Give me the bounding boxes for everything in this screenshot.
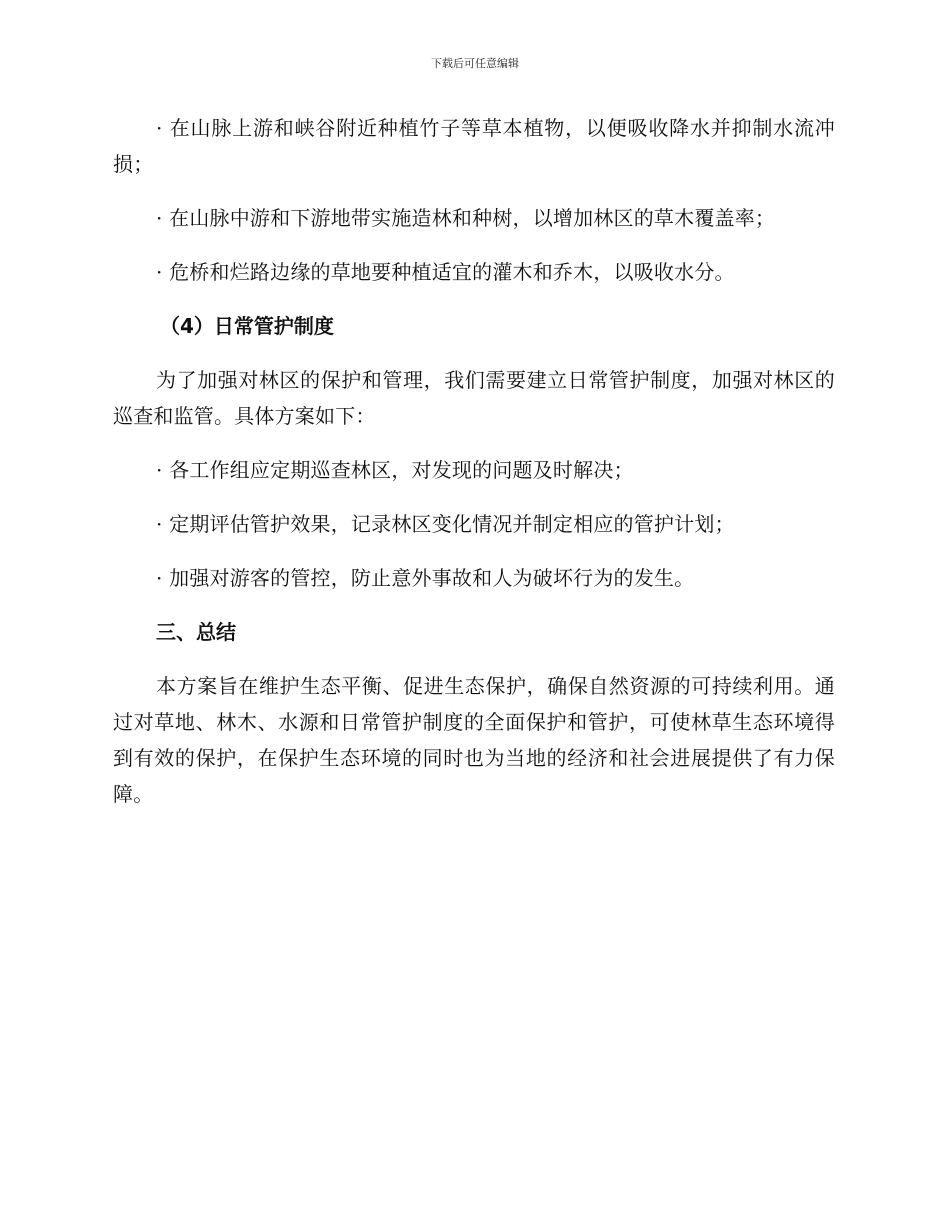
page-header: 下载后可任意编辑 bbox=[431, 57, 519, 70]
bullet-item: · 各工作组应定期巡查林区，对发现的问题及时解决； bbox=[156, 458, 634, 482]
bullet-item: · 在山脉中游和下游地带实施造林和种树，以增加林区的草木覆盖率； bbox=[156, 206, 776, 230]
bullet-item: · 危桥和烂路边缘的草地要种植适宜的灌木和乔木，以吸收水分。 bbox=[156, 260, 735, 284]
bullet-item: · 加强对游客的管控，防止意外事故和人为破坏行为的发生。 bbox=[156, 566, 695, 590]
section-heading-daily-care: （4）日常管护制度 bbox=[160, 314, 334, 338]
bullet-item: · 定期评估管护效果，记录林区变化情况并制定相应的管护计划； bbox=[156, 512, 735, 536]
section-heading-summary: 三、总结 bbox=[156, 620, 236, 644]
bullet-item: · 在山脉上游和峡谷附近种植竹子等草本植物，以便吸收降水并抑制水流冲损； bbox=[113, 116, 835, 176]
paragraph-daily-intro: 为了加强对林区的保护和管理，我们需要建立日常管护制度，加强对林区的巡查和监管。具体方案如下： bbox=[113, 368, 835, 428]
paragraph-summary: 本方案旨在维护生态平衡、促进生态保护，确保自然资源的可持续利用。通过对草地、林木、水源和日常管护制度的全面保护和管护，可使林草生态环境得到有效的保护，在保护生态环境的同时也为当地的经济和社会进展提供了有力保障。 bbox=[113, 674, 835, 806]
document-body bbox=[113, 110, 835, 812]
